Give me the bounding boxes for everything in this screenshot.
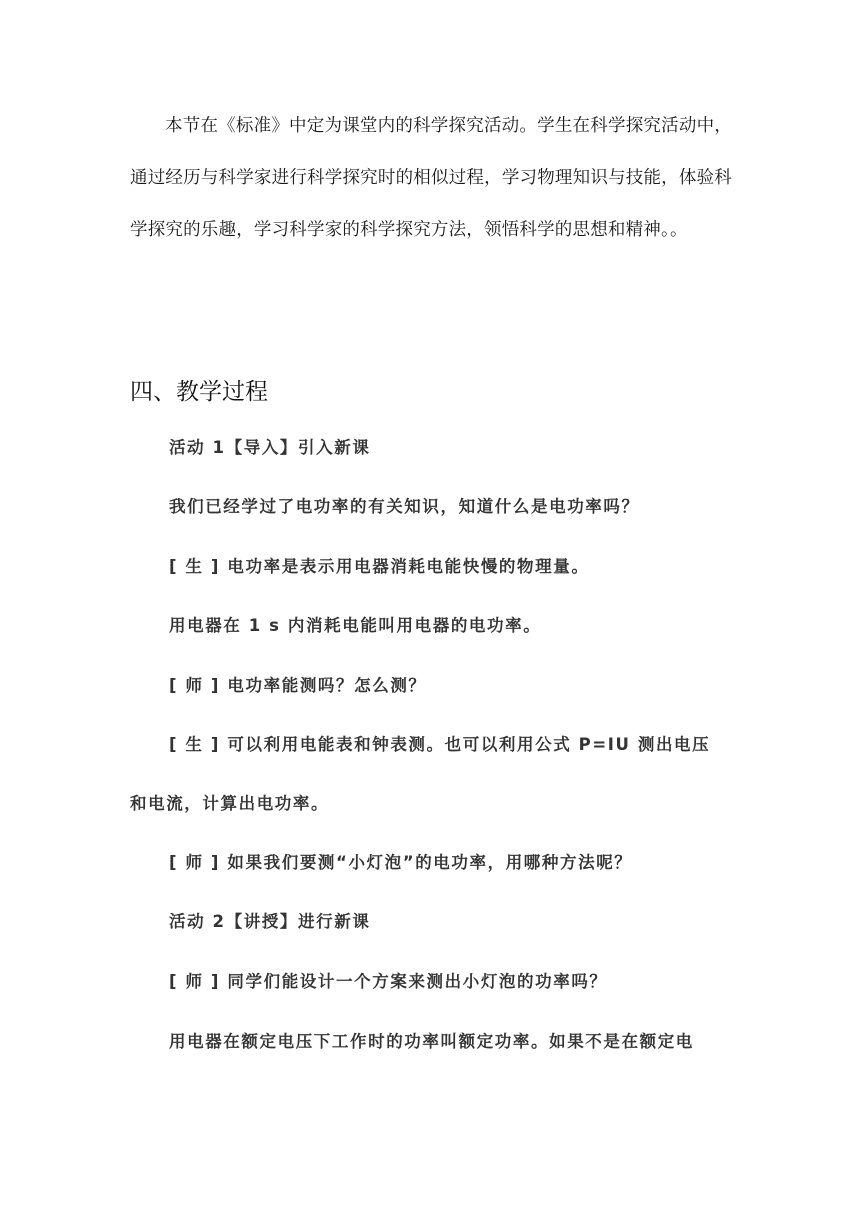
activity-1-title: 活动 1【导入】引入新课 [169,438,371,457]
body-line: [ 师 ] 如果我们要测“小灯泡”的电功率，用哪种方法呢？ [169,853,633,872]
body-line-continuation: 和电流，计算出电功率。 [130,794,330,813]
body-line: [ 师 ] 电功率能测吗？怎么测？ [169,676,427,695]
body-line: [ 生 ] 可以利用电能表和钟表测。也可以利用公式 P=IU 测出电压 [169,735,711,754]
body-line: [ 生 ] 电功率是表示用电器消耗电能快慢的物理量。 [169,557,590,576]
section-heading: 四、教学过程 [130,379,268,405]
body-line: 我们已经学过了电功率的有关知识，知道什么是电功率吗？ [169,497,640,516]
body-line: 用电器在 1 s 内消耗电能叫用电器的电功率。 [169,616,542,635]
body-line: [ 师 ] 同学们能设计一个方案来测出小灯泡的功率吗？ [169,972,608,991]
body-line: 用电器在额定电压下工作时的功率叫额定功率。如果不是在额定电 [169,1032,694,1051]
activity-2-title: 活动 2【讲授】进行新课 [169,912,371,931]
intro-paragraph: 本节在《标准》中定为课堂内的科学探究活动。学生在科学探究活动中，通过经历与科学家进行科学探究时的相似过程，学习物理知识与技能，体验科学探究的乐趣，学习科学家的科学探究方法，领悟科学的思想和精神。。 [130,116,732,240]
